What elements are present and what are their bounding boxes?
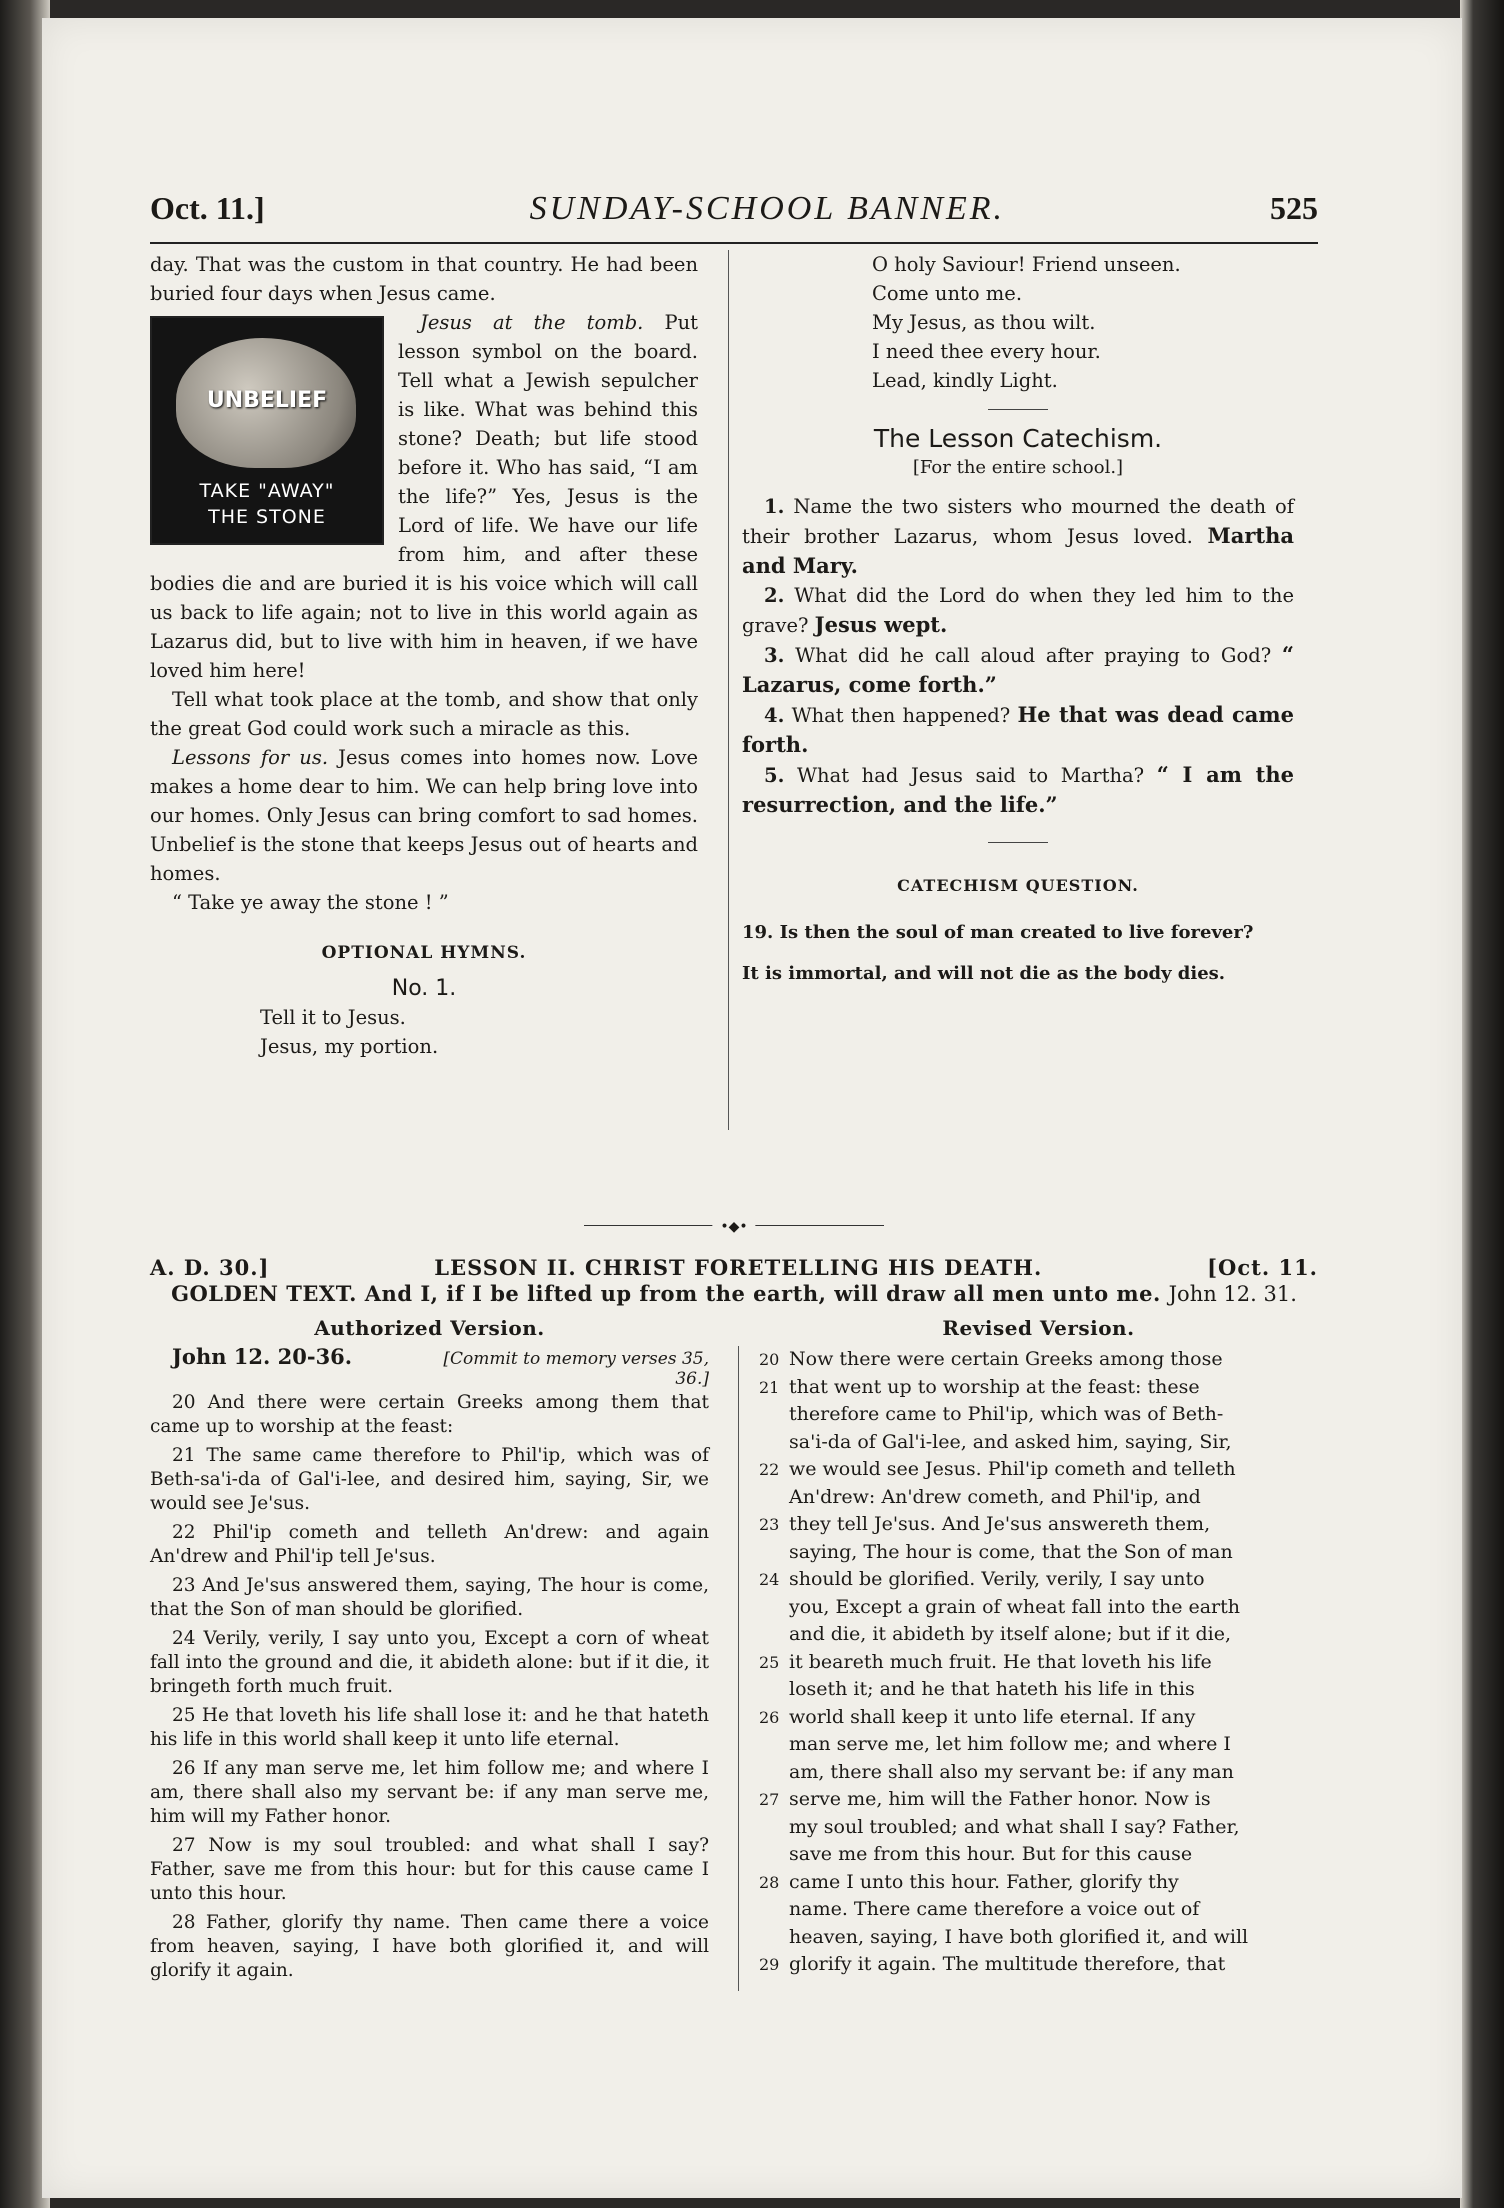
revised-line [759,1429,1318,1457]
verse-number: 27 [759,1790,780,1809]
revised-column [759,1316,1318,1988]
golden-text-label: GOLDEN TEXT. [171,1281,357,1306]
column-rule [738,1346,739,1991]
header-date: Oct. 11.] [150,190,265,226]
authorized-text [150,1391,709,1983]
verse-number [759,1896,789,1924]
verse-number: 25 [759,1652,780,1672]
revised-line-text: glorify it again. The multitude therefore, that [789,1953,1226,1975]
revised-line-text: we would see Jesus. Phil'ip cometh and telleth [789,1458,1236,1480]
verse: 23 And Je'sus answered them, saying, The hour is come, that the Son of man should be glorified. [150,1575,709,1620]
verse-number: 24 [759,1570,780,1589]
verse-number: 22 [759,1460,780,1479]
verse-number [759,1924,789,1952]
page-number: 525 [1270,190,1318,226]
closing-quote: “ Take ye away the stone ! ” [172,891,449,914]
revised-line [759,1511,1318,1539]
verse-number: 28 [759,1872,780,1892]
hymn-item: Tell it to Jesus. [260,1006,406,1029]
revised-line-text: they tell Je'sus. And Je'sus answereth them, [789,1513,1211,1535]
running-header [150,190,1318,244]
revised-line-text: name. There came therefore a voice out of [789,1898,1200,1920]
revised-line [759,1649,1318,1677]
verse-number [759,1814,789,1842]
verse: 22 Phil'ip cometh and telleth An'drew: and again An'drew and Phil'ip tell Je'sus. [150,1522,709,1567]
divider [988,409,1048,410]
verse-number [759,1621,789,1649]
verse-number: 21 [759,1377,780,1397]
catechism-question: 4. What then happened? He that was dead came forth. [742,702,1294,757]
revised-line [759,1924,1318,1952]
verse-number [759,1731,789,1759]
verse-number [759,1429,789,1457]
revised-line [759,1594,1318,1622]
catechism-answer: “ I am the resurrection, and the life.” [742,762,1294,817]
revised-line [759,1951,1318,1979]
revised-line [759,1814,1318,1842]
ornament-glyph: •◆• [712,1219,755,1235]
verse-number [759,1676,789,1704]
revised-line [759,1869,1318,1897]
catechism-question: 5. What had Jesus said to Martha? “ I am the resurrection, and the life.” [742,762,1294,817]
miracle-paragraph: Tell what took place at the tomb, and show that only the great God could work such a miracle as this. [150,688,698,740]
verse: 26 If any man serve me, let him follow me; and where I am, there shall also my servant be: if any man serve me, him will my Father honor. [150,1758,709,1827]
verse: 28 Father, glorify thy name. Then came there a voice from heaven, saying, I have both glorified it, and will glorify it again. [150,1912,709,1981]
revised-line [759,1676,1318,1704]
book-edge-right [1460,0,1504,2208]
lesson-year: A. D. 30.] [150,1255,270,1280]
revised-line-text: save me from this hour. But for this cause [789,1843,1193,1865]
verse: 25 He that loveth his life shall lose it: and he that hateth his life in this world shall keep it unto life eternal. [150,1705,709,1750]
image-caption [152,478,382,530]
catechism-subtitle: [For the entire school.] [912,457,1124,478]
intro-text: day. That was the custom in that country. He had been buried four days when Jesus came. [150,253,698,305]
verse-number [759,1759,789,1787]
image-label-main: UNBELIEF [206,388,328,413]
tomb-text: Put lesson symbol on the board. Tell what a Jewish sepulcher is like. What was behind this stone? Death; but life stood before it. Who has said, “I am the life?” Yes, Jesus is the Lord of life. We have our life from him, and after these bodies die and are buried it is his voice which will call us back to life again; not to live in this world again as Lazarus did, but to live with him in heaven, if we have loved him here! [150,311,699,682]
revised-line-text: loseth it; and he that hateth his life in this [789,1678,1195,1700]
lesson-title-row [150,1255,1318,1280]
section-ornament [584,1219,884,1233]
catechism-question-text: 19. Is then the soul of man created to live forever? [742,922,1254,943]
hymn-item: Lead, kindly Light. [872,369,1058,392]
revised-line [759,1841,1318,1869]
verse: 27 Now is my soul troubled: and what shall I say? Father, save me from this hour: but for this cause came I unto this hour. [150,1835,709,1904]
golden-text-body: And I, if I be lifted up from the earth, will draw all men unto me. [364,1281,1161,1306]
scripture-columns [150,1316,1318,1988]
revised-line [759,1346,1318,1374]
authorized-column [150,1316,709,1988]
catechism-answer: “ Lazarus, come forth.” [742,642,1295,697]
revised-line [759,1566,1318,1594]
revised-line-text: my soul troubled; and what shall I say? Father, [789,1815,1240,1838]
revised-line-text: heaven, saying, I have both glorified it, and will [789,1925,1249,1948]
page-content [150,190,1318,1988]
lesson-title: LESSON II. CHRIST FORETELLING HIS DEATH. [434,1255,1043,1280]
lesson-symbol-image [150,316,384,545]
revised-line-text: came I unto this hour. Father, glorify thy [789,1870,1179,1893]
catechism-question: 2. What did the Lord do when they led him to the grave? Jesus wept. [742,584,1294,637]
catechism-answer: He that was dead came forth. [742,702,1294,757]
hymn-list-continued [872,250,1294,395]
hymn-item: My Jesus, as thou wilt. [872,311,1096,334]
right-column [742,250,1294,1185]
hymn-list [260,1003,698,1061]
verse-number [759,1484,789,1512]
revised-heading: Revised Version. [942,1316,1135,1340]
revised-line-text: serve me, him will the Father honor. Now is [789,1788,1211,1810]
catechism-answer: Martha and Mary. [742,523,1294,578]
verse-number: 26 [759,1707,780,1727]
verse: 21 The same came therefore to Phil'ip, which was of Beth-sa'i-da of Gal'i-lee, and desired him, saying, Sir, we would see Je'sus. [150,1445,709,1514]
revised-line [759,1759,1318,1787]
image-caption-line2: THE STONE [208,506,326,528]
memory-note: [Commit to memory verses 35, 36.] [443,1349,709,1389]
revised-line [759,1539,1318,1567]
lessons-text: Jesus comes into homes now. Love makes a home dear to him. We can help bring love into our homes. Only Jesus can bring comfort to sad homes. Unbelief is the stone that keeps Jesus out of hearts and homes. [150,746,699,885]
golden-text-reference: John 12. 31. [1168,1282,1297,1306]
revised-line [759,1704,1318,1732]
lessons-heading: Lessons for us. [172,746,329,769]
verse-number: 20 [759,1350,780,1369]
revised-line-text: am, there shall also my servant be: if any man [789,1760,1234,1783]
golden-text [150,1280,1318,1308]
revised-line-text: saying, The hour is come, that the Son of man [789,1540,1233,1563]
verse: 20 And there were certain Greeks among them that came up to worship at the feast: [150,1392,709,1437]
revised-line-text: world shall keep it unto life eternal. If any [789,1705,1196,1728]
revised-line-text: it beareth much fruit. He that loveth his life [789,1650,1212,1673]
revised-line-text: you, Except a grain of wheat fall into the earth [789,1595,1241,1618]
revised-line [759,1401,1318,1429]
revised-line-text: sa'i-da of Gal'i-lee, and asked him, saying, Sir, [789,1430,1232,1453]
upper-columns [150,250,1318,1185]
revised-line [759,1896,1318,1924]
passage-row [150,1344,709,1389]
revised-line-text: and die, it abideth by itself alone; but if it die, [789,1623,1232,1645]
revised-line-text: Now there were certain Greeks among those [789,1348,1223,1370]
revised-line-text: An'drew: An'drew cometh, and Phil'ip, and [789,1485,1201,1508]
header-title: SUNDAY-SCHOOL BANNER. [529,190,1006,227]
catechism-answer: Jesus wept. [814,612,948,637]
revised-line-text: that went up to worship at the feast: these [789,1375,1200,1398]
lesson-date: [Oct. 11. [1207,1255,1318,1280]
catechism-question: 3. What did he call aloud after praying to God? “ Lazarus, come forth.” [742,642,1295,697]
image-caption-line1: TAKE "AWAY" [199,480,335,502]
catechism-question-answer: It is immortal, and will not die as the body dies. [742,963,1226,984]
revised-line [759,1731,1318,1759]
verse-number [759,1594,789,1622]
verse: 24 Verily, verily, I say unto you, Except a corn of wheat fall into the ground and die, it abideth alone: but if it die, it bringeth forth much fruit. [150,1628,709,1697]
divider [988,842,1048,843]
authorized-heading: Authorized Version. [314,1316,545,1340]
verse-number [759,1539,789,1567]
catechism-question: 1. Name the two sisters who mourned the death of their brother Lazarus, whom Jesus loved. Martha and Mary. [742,495,1294,578]
verse-number: 29 [759,1955,780,1974]
revised-line-text: should be glorified. Verily, verily, I say unto [789,1568,1205,1590]
hymn-item: Come unto me. [872,282,1023,305]
hymn-item: I need thee every hour. [872,340,1101,363]
catechism-title: The Lesson Catechism. [873,424,1163,453]
verse-number [759,1841,789,1869]
hymns-number: No. 1. [391,976,457,1001]
revised-line-text: therefore came to Phil'ip, which was of Beth- [789,1403,1224,1425]
tomb-heading: Jesus at the tomb. [420,311,644,334]
revised-text [759,1346,1318,1979]
revised-line [759,1484,1318,1512]
verse-number [759,1401,789,1429]
revised-line-text: man serve me, let him follow me; and where I [789,1733,1231,1755]
revised-line [759,1374,1318,1402]
hymn-item: O holy Saviour! Friend unseen. [872,253,1181,276]
hymn-item: Jesus, my portion. [260,1035,439,1058]
left-column [150,250,698,1185]
column-rule [728,250,729,1130]
revised-line [759,1621,1318,1649]
verse-number: 23 [759,1515,780,1534]
catechism-question-heading: CATECHISM QUESTION. [897,876,1139,895]
hymns-heading: OPTIONAL HYMNS. [321,943,527,963]
passage-reference: John 12. 20-36. [172,1344,353,1369]
revised-line [759,1786,1318,1814]
lessons-paragraph [150,743,698,888]
revised-line [759,1456,1318,1484]
